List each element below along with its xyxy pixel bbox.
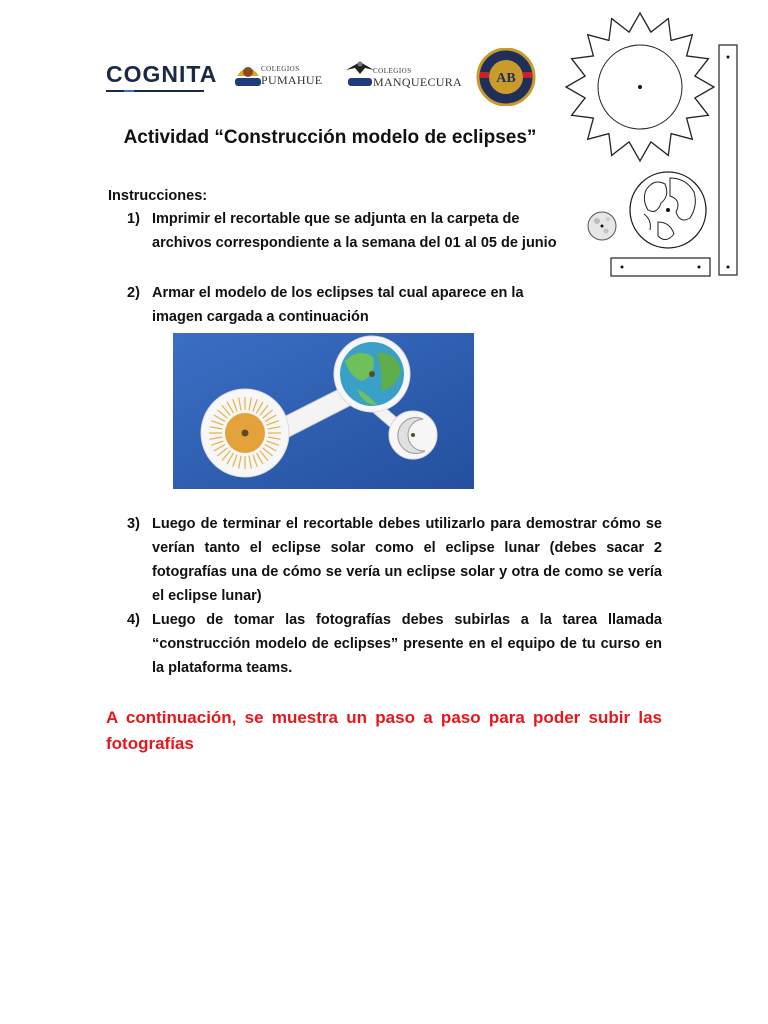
- pumahue-prefix: COLEGIOS: [261, 65, 300, 73]
- pumahue-crest-icon: [233, 56, 263, 92]
- arm-vertical-cutout: [719, 45, 737, 275]
- condor-crest-icon: [345, 58, 375, 92]
- step-text: Imprimir el recortable que se adjunta en la carpeta de archivos correspondiente a la semana del 01 al 05 de junio: [152, 211, 557, 251]
- upload-steps-note: A continuación, se muestra un paso a paso para poder subir las fotografías: [106, 708, 662, 753]
- instruction-step: [127, 281, 557, 329]
- step-text: Luego de tomar las fotografías debes subirlas a la tarea llamada “construcción modelo de eclipses” presente en el equipo de tu curso en la plataforma teams.: [152, 612, 662, 676]
- instruction-step: [127, 207, 557, 255]
- pumahue-name: PUMAHUE: [261, 73, 323, 87]
- model-photo: [173, 333, 474, 489]
- instruction-step: [127, 608, 662, 680]
- instruction-step: [127, 512, 662, 608]
- american-british-crest-icon: [472, 48, 540, 106]
- abs-initials: AB: [496, 71, 516, 86]
- manquecura-prefix: COLEGIOS: [373, 67, 412, 75]
- pumahue-logo: [233, 56, 343, 96]
- page-title: Actividad “Construcción modelo de eclipses”: [123, 127, 537, 148]
- step-number: 3): [127, 516, 140, 532]
- arm-horizontal-cutout: [611, 258, 710, 276]
- manquecura-logo: [345, 58, 463, 98]
- step-number: 4): [127, 612, 140, 628]
- cognita-logo: [106, 61, 218, 92]
- moon-cutout-icon: [588, 212, 616, 240]
- instructions-heading: Instrucciones:: [108, 188, 208, 204]
- step-number: 2): [127, 285, 140, 301]
- american-british-logo: [472, 48, 540, 106]
- step-number: 1): [127, 211, 140, 227]
- cognita-wordmark: COGNITA: [106, 61, 218, 87]
- manquecura-name: MANQUECURA: [373, 75, 463, 89]
- step-text: Armar el modelo de los eclipses tal cual aparece en la imagen cargada a continuación: [152, 285, 524, 325]
- earth-cutout-icon: [630, 172, 706, 248]
- step-text: Luego de terminar el recortable debes utilizarlo para demostrar cómo se verían tanto el eclipse solar como el eclipse lunar (debes sacar 2 fotografías una de cómo se vería un eclipse solar y otra de como se vería el eclipse lunar): [152, 516, 662, 604]
